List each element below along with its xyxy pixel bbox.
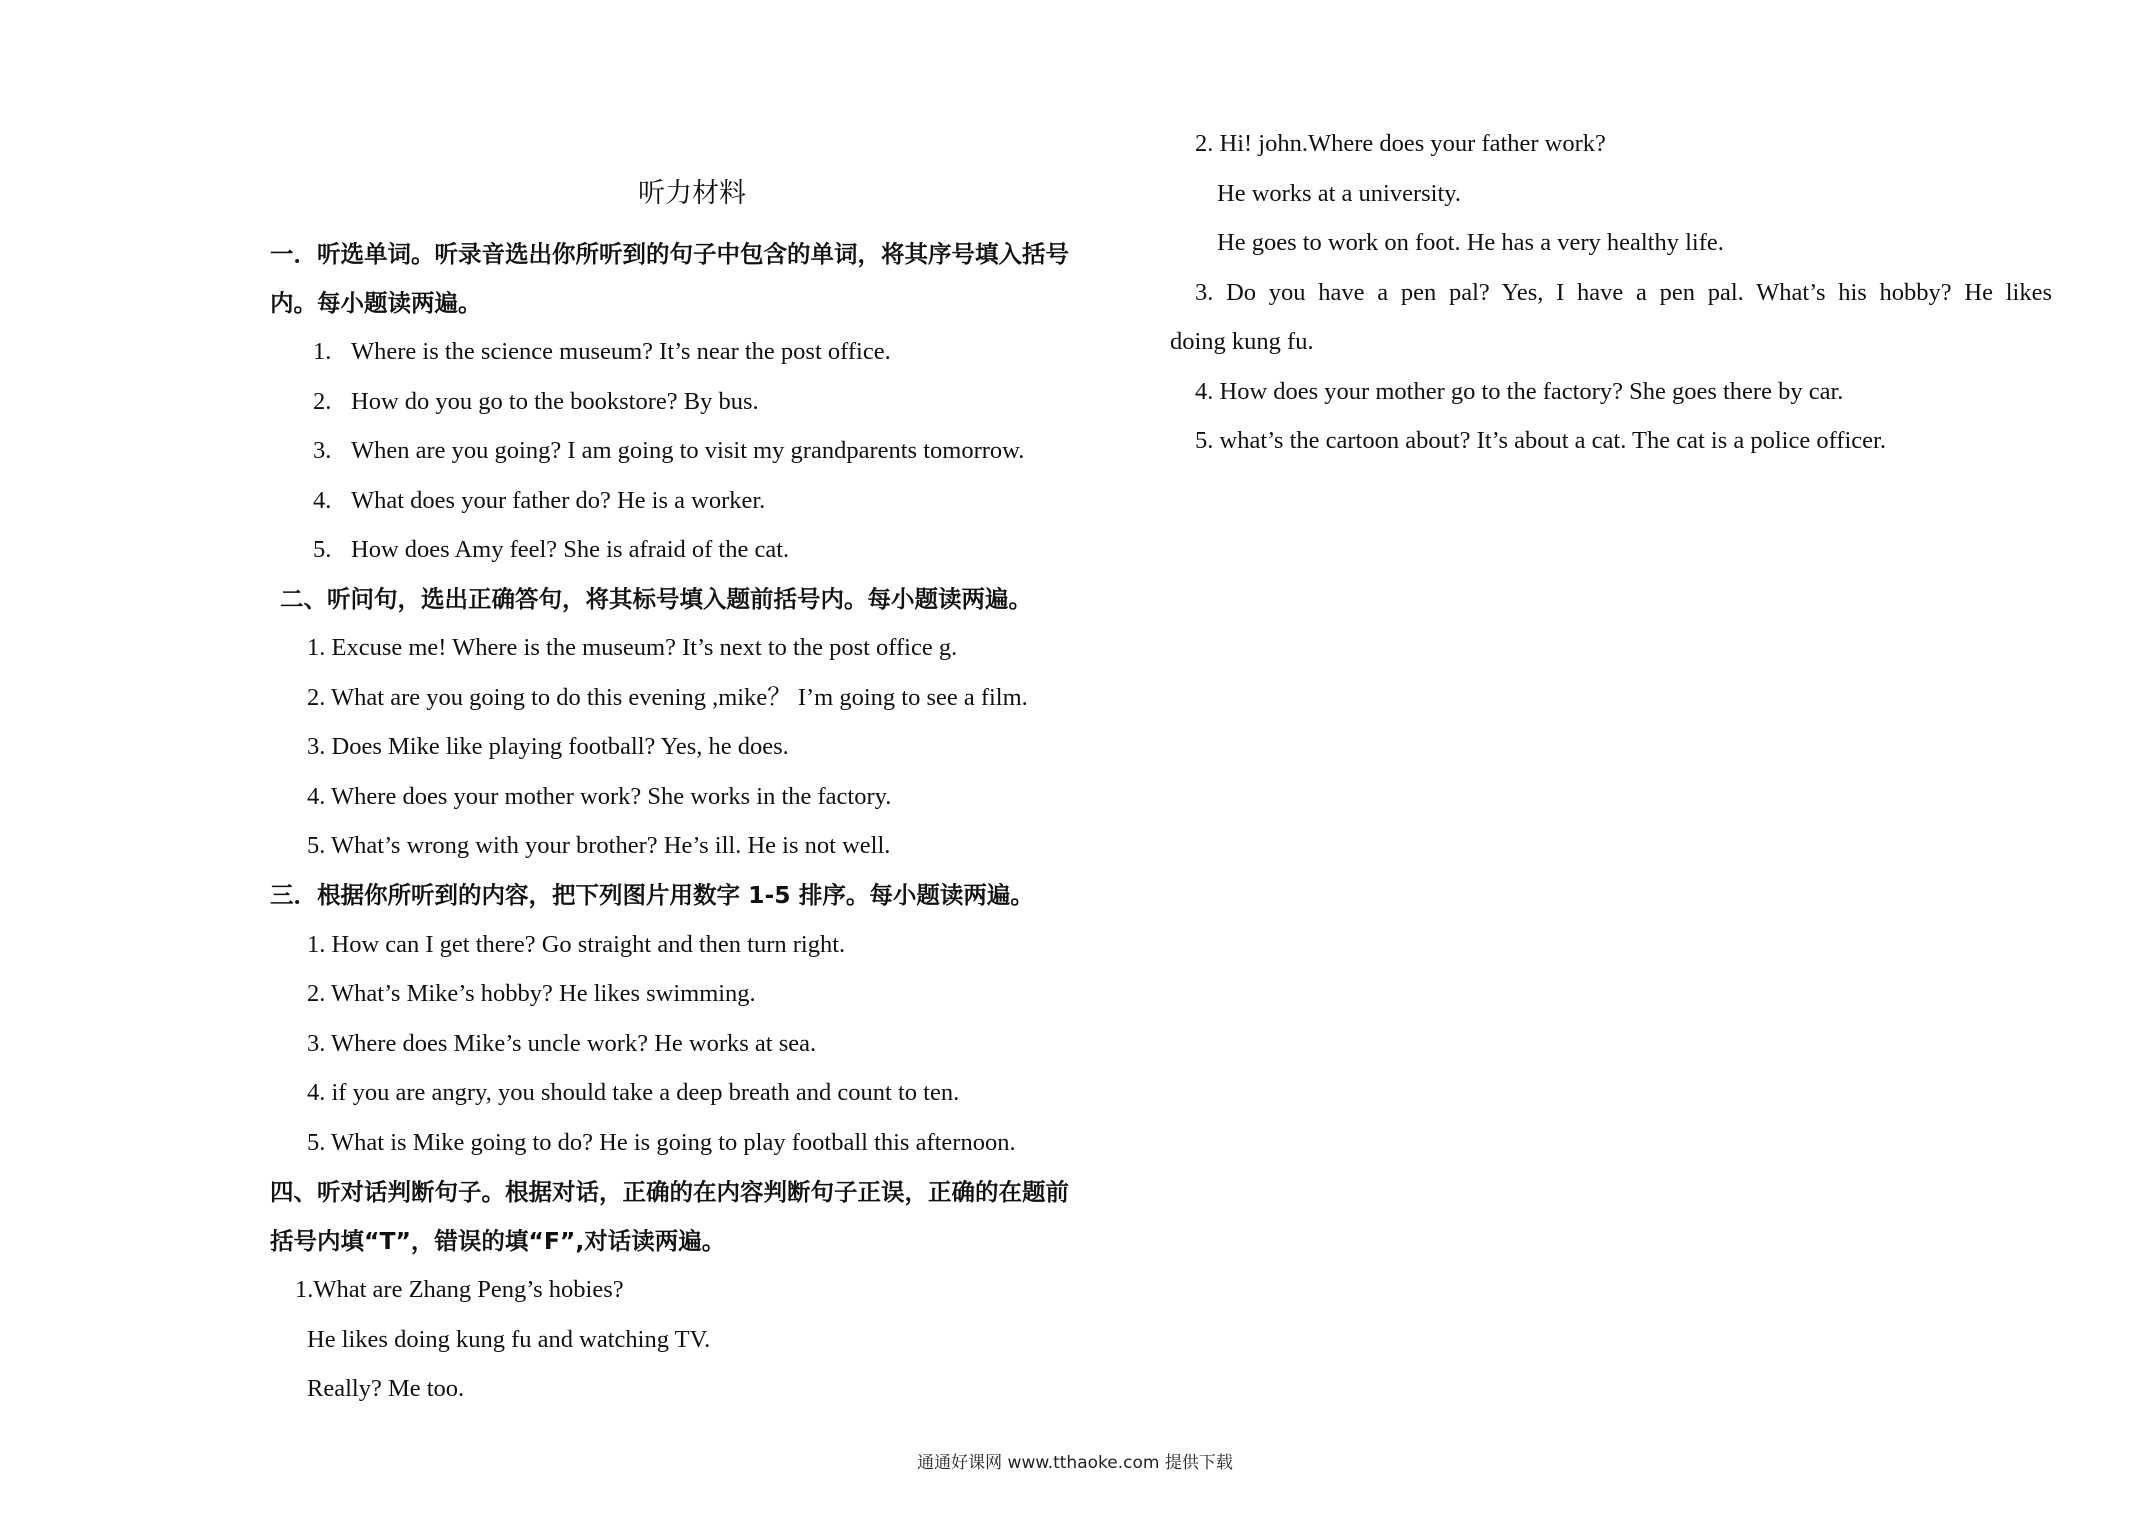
s3-item-1: 1. How can I get there? Go straight and then turn right.	[307, 931, 846, 958]
s3-item-5: 5. What is Mike going to do? He is going to play football this afternoon.	[307, 1129, 1016, 1156]
s4-q1-question: 1.What are Zhang Peng’s hobies?	[295, 1276, 624, 1303]
s1-item-4: 4. What does your father do? He is a worker.	[313, 487, 766, 514]
section-4-heading-line2: 括号内填“T”，错误的填“F”,对话读两遍。	[270, 1227, 726, 1255]
section-2-heading: 二、听问句，选出正确答句，将其标号填入题前括号内。每小题读两遍。	[280, 585, 1032, 613]
s4-q2-question: 2. Hi! john.Where does your father work?	[1195, 130, 1606, 157]
s4-q3-line-1: 3. Do you have a pen pal? Yes, I have a pen pal. What’s his hobby? He likes	[1195, 279, 2052, 306]
s3-item-2: 2. What’s Mike’s hobby? He likes swimming.	[307, 980, 756, 1007]
s4-q3-line-2: doing kung fu.	[1170, 328, 1314, 355]
s1-item-2: 2. How do you go to the bookstore? By bus.	[313, 388, 759, 415]
page-title: 听力材料	[638, 178, 746, 209]
section-1-heading-line1: 一．听选单词。听录音选出你所听到的句子中包含的单词，将其序号填入括号	[270, 240, 1069, 268]
s4-q4: 4. How does your mother go to the factory? She goes there by car.	[1195, 378, 1844, 405]
s4-q2-line-2: He goes to work on foot. He has a very healthy life.	[1217, 229, 1724, 256]
footer-watermark: 通通好课网 www.tthaoke.com 提供下载	[917, 1453, 1233, 1473]
s3-item-3: 3. Where does Mike’s uncle work? He works at sea.	[307, 1030, 817, 1057]
s4-q1-line-2: Really? Me too.	[307, 1375, 465, 1402]
section-1-heading-line2: 内。每小题读两遍。	[270, 289, 482, 317]
s1-item-1: 1. Where is the science museum? It’s near the post office.	[313, 338, 891, 365]
s4-q1-line-1: He likes doing kung fu and watching TV.	[307, 1326, 711, 1353]
s2-item-2: 2. What are you going to do this evening ,mike？ I’m going to see a film.	[307, 684, 1028, 711]
s3-item-4: 4. if you are angry, you should take a deep breath and count to ten.	[307, 1079, 960, 1106]
s4-q2-line-1: He works at a university.	[1217, 180, 1462, 207]
s2-item-1: 1. Excuse me! Where is the museum? It’s next to the post office g.	[307, 634, 958, 661]
section-3-heading: 三．根据你所听到的内容，把下列图片用数字 1-5 排序。每小题读两遍。	[270, 881, 1034, 909]
s1-item-5: 5. How does Amy feel? She is afraid of the cat.	[313, 536, 790, 563]
s2-item-5: 5. What’s wrong with your brother? He’s ill. He is not well.	[307, 832, 891, 859]
s2-item-4: 4. Where does your mother work? She works in the factory.	[307, 783, 892, 810]
s2-item-3: 3. Does Mike like playing football? Yes, he does.	[307, 733, 789, 760]
section-4-heading-line1: 四、听对话判断句子。根据对话，正确的在内容判断句子正误，正确的在题前	[270, 1178, 1069, 1206]
s4-q5: 5. what’s the cartoon about? It’s about a cat. The cat is a police officer.	[1195, 427, 1886, 454]
s1-item-3: 3. When are you going? I am going to visit my grandparents tomorrow.	[313, 437, 1025, 464]
